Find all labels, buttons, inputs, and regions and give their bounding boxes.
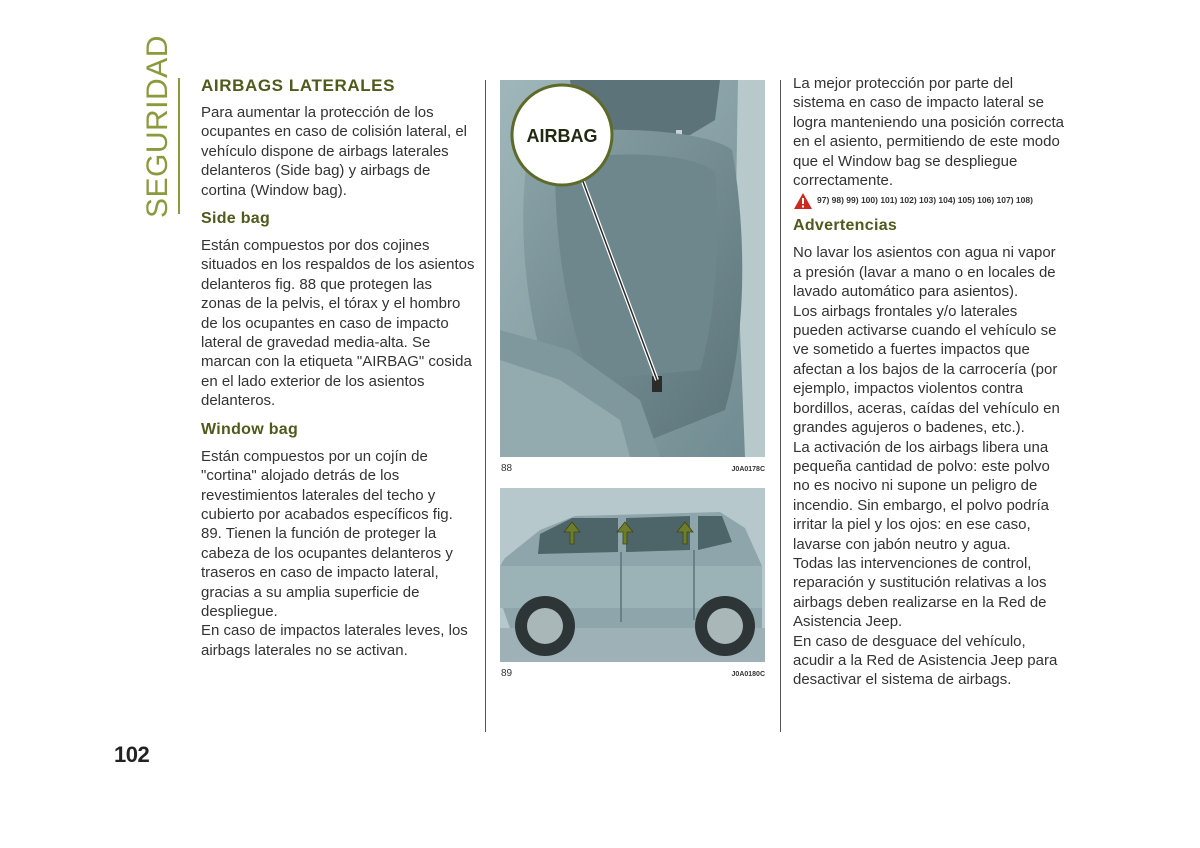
advertencias-paragraph-4: Todas las intervenciones de control, reparación y sustitución relativas a los airbags deben realizarse en la Red de Asistencia Jeep.	[793, 554, 1047, 631]
figure-88-code: J0A0178C	[731, 466, 765, 473]
advertencias-paragraph-2: Los airbags frontales y/o laterales pueden activarse cuando el vehículo se ve sometido a fuertes impactos que afectan a los bajos de la carrocería (por ejemplo, impactos violentos contra bordillos, aceras, caídas del vehículo en grandes agujeros o badenes, etc.).	[793, 302, 1060, 437]
side-bag-paragraph: Están compuestos por dos cojines situados en los respaldos de los asientos delanteros fig. 88 que protegen las zonas de la pelvis, el tórax y el hombro de los ocupantes en caso de impacto lateral de gravedad media-alta. Se marcan con la etiqueta "AIRBAG" cosida en el lado exterior de los asientos delanteros.	[201, 237, 475, 410]
intro-paragraph: Para aumentar la protección de los ocupantes en caso de colisión lateral, el vehículo dispone de airbags laterales delanteros (Side bag) y airbags de cortina (Window bag).	[201, 104, 468, 199]
figure-89-code: J0A0180C	[731, 671, 765, 678]
protection-paragraph: La mejor protección por parte del sistema en caso de impacto lateral se logra manteniendo una posición correcta en el asiento, permitiendo de este modo que el Window bag se despliegue correctamente.	[793, 75, 1065, 190]
left-column	[201, 74, 476, 660]
figure-89-car	[500, 488, 765, 662]
heading-airbags-laterales: AIRBAGS LATERALES	[201, 76, 396, 95]
column-divider-right	[780, 80, 781, 732]
section-side-tab	[138, 35, 186, 218]
figure-89-caption	[501, 668, 765, 679]
warning-triangle-icon	[793, 192, 813, 210]
airbag-label: AIRBAG	[526, 126, 598, 146]
advertencias-paragraph-5: En caso de desguace del vehículo, acudir a la Red de Asistencia Jeep para desactivar el sistema de airbags.	[793, 632, 1058, 689]
heading-side-bag: Side bag	[201, 210, 271, 228]
figure-88-number: 88	[501, 463, 513, 474]
window-bag-paragraph-2: En caso de impactos laterales leves, los airbags laterales no se activan.	[201, 622, 468, 659]
figure-88-seat	[500, 80, 765, 457]
column-divider-left	[485, 80, 486, 732]
warning-refs-text: 97) 98) 99) 100) 101) 102) 103) 104) 105) 106) 107) 108)	[817, 195, 1033, 206]
heading-window-bag: Window bag	[201, 420, 299, 438]
figure-88-caption	[501, 463, 765, 474]
right-column	[793, 74, 1068, 690]
car-illustration	[500, 488, 765, 662]
seat-illustration	[500, 80, 765, 457]
advertencias-paragraph-1: No lavar los asientos con agua ni vapor a presión (lavar a mano o en locales de lavado automático para asientos).	[793, 244, 1056, 301]
window-bag-paragraph: Están compuestos por un cojín de "cortina" alojado detrás de los revestimientos laterales del techo y cubierto por acabados específicos fig. 89. Tienen la función de proteger la cabeza de los ocupantes delanteros y traseros en caso de impacto lateral, gracias a su amplia superficie de despliegue.	[201, 447, 453, 620]
section-rule	[178, 78, 180, 214]
heading-advertencias: Advertencias	[793, 217, 898, 235]
page-number: 102	[114, 742, 150, 767]
advertencias-paragraph-3: La activación de los airbags libera una pequeña cantidad de polvo: este polvo no es nocivo ni supone un peligro de incendio. Sin embargo, el polvo podría irritar la piel y los ojos: en ese caso, lavarse con jabón neutro y agua.	[793, 438, 1050, 553]
section-title-vertical: SEGURIDAD	[141, 35, 174, 218]
figure-89-number: 89	[501, 668, 513, 679]
warning-references	[793, 192, 1068, 210]
